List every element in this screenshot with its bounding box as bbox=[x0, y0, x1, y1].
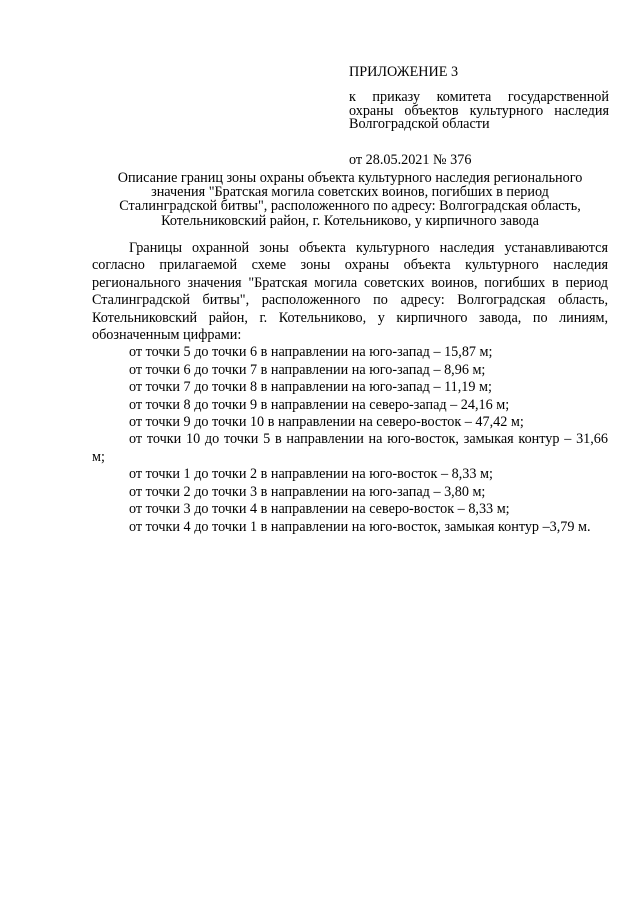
boundary-segment: от точки 8 до точки 9 в направлении на северо-запад – 24,16 м; bbox=[129, 396, 510, 413]
title-line: Сталинградской битвы", расположенного по адресу: Волгоградская область, bbox=[119, 198, 581, 215]
boundary-segment: от точки 2 до точки 3 в направлении на юго-запад – 3,80 м; bbox=[129, 483, 486, 500]
boundary-segment: от точки 1 до точки 2 в направлении на юго-восток – 8,33 м; bbox=[129, 466, 493, 483]
appendix-header bbox=[349, 64, 609, 169]
order-date: от 28.05.2021 № 376 bbox=[349, 151, 472, 168]
boundary-segment: от точки 5 до точки 6 в направлении на юго-запад – 15,87 м; bbox=[129, 344, 493, 361]
document-body bbox=[92, 240, 608, 536]
document-title bbox=[92, 171, 608, 228]
title-line: Описание границ зоны охраны объекта культурного наследия регионального bbox=[117, 170, 583, 186]
appendix-title: ПРИЛОЖЕНИЕ 3 bbox=[349, 64, 459, 80]
boundary-segment: от точки 4 до точки 1 в направлении на юго-восток, замыкая контур –3,79 м. bbox=[129, 518, 591, 535]
boundary-segment: от точки 10 до точки 5 в направлении на юго-восток, замыкая контур – 31,66 м; bbox=[92, 431, 608, 465]
intro-paragraph: Границы охранной зоны объекта культурного наследия устанавливаются согласно прилагаемой схеме зоны охраны объекта культурного наследия регионального значения "Братская могила советских воинов, погибших в период Сталинградской битвы", расположенного по адресу: Волгоградская область, Котельниковский район, г. Котельниково, у кирпичного завода, по линиям, обозначенным цифрами: bbox=[92, 240, 608, 344]
order-reference: к приказу комитета государственной охраны объектов культурного наследия Волгоградской области bbox=[349, 89, 609, 132]
boundary-segment: от точки 3 до точки 4 в направлении на северо-восток – 8,33 м; bbox=[129, 501, 510, 518]
boundary-segment-list bbox=[92, 344, 608, 535]
boundary-segment: от точки 6 до точки 7 в направлении на юго-запад – 8,96 м; bbox=[129, 361, 486, 378]
boundary-segment: от точки 7 до точки 8 в направлении на юго-запад – 11,19 м; bbox=[129, 379, 492, 396]
title-line: Котельниковский район, г. Котельниково, у кирпичного завода bbox=[161, 212, 539, 229]
title-line: значения "Братская могила советских воинов, погибших в период bbox=[151, 184, 549, 201]
boundary-segment: от точки 9 до точки 10 в направлении на северо-восток – 47,42 м; bbox=[129, 414, 524, 431]
